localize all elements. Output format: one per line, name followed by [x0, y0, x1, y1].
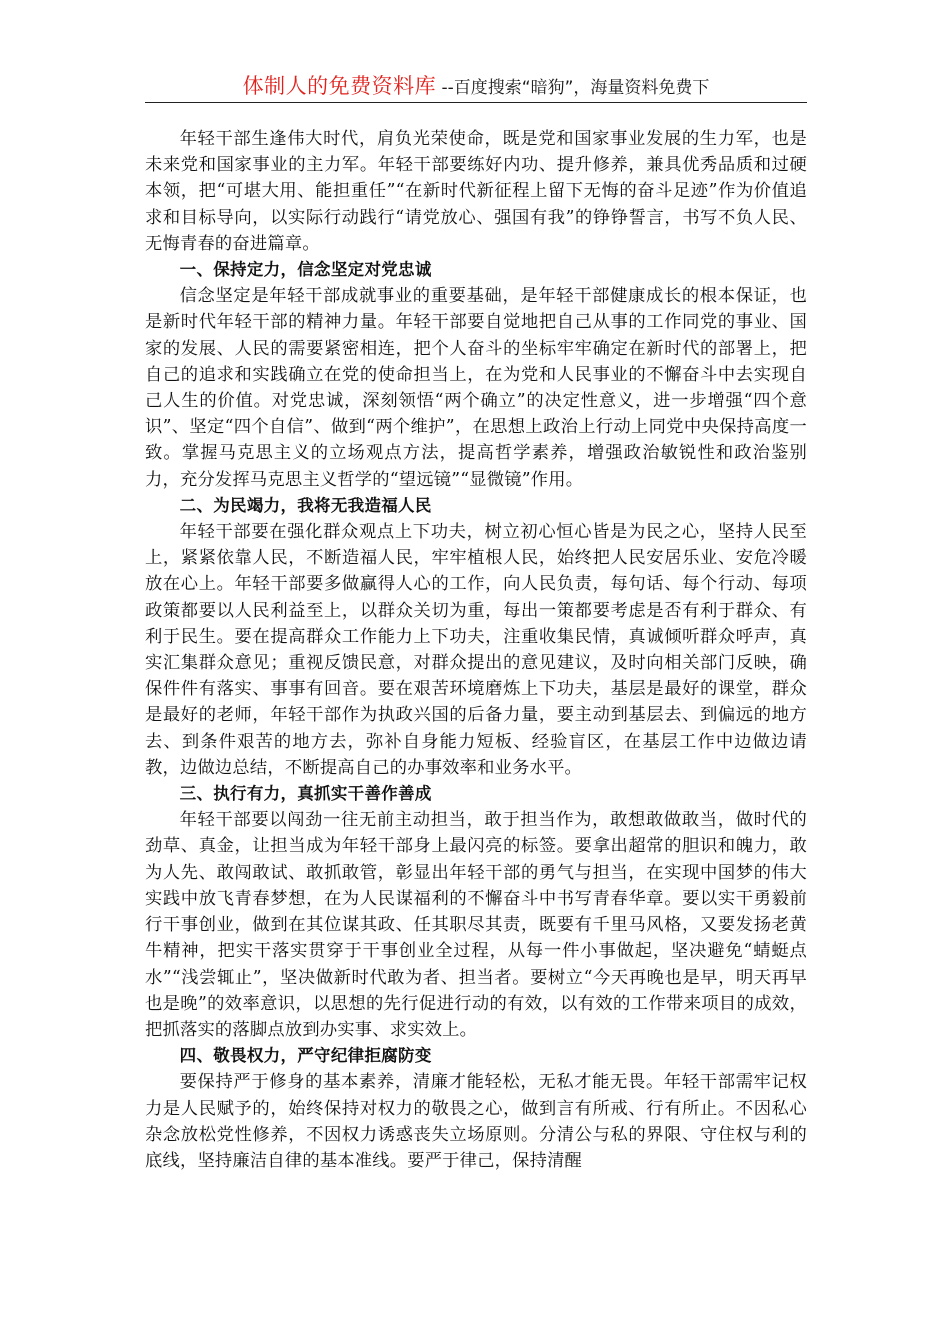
section-3-heading: 三、执行有力，真抓实干善作善成: [179, 784, 432, 804]
section-1-heading: 一、保持定力，信念坚定对党忠诚: [179, 260, 432, 280]
section-2-body: 年轻干部要在强化群众观点上下功夫，树立初心恒心皆是为民之心，坚持人民至上，紧紧依靠人民，不断造福人民，牢牢植根人民，始终把人民安居乐业、安危冷暖放在心上。年轻干部要多做赢得人心的工作，向人民负责，每句话、每个行动、每项政策都要以人民利益至上，以群众关切为重，每出一策都要考虑是否有利于群众、有利于民生。要在提高群众工作能力上下功夫，注重收集民情，真诚倾听群众呼声，真实汇集群众意见；重视反馈民意，对群众提出的意见建议，及时向相关部门反映，确保件件有落实、事事有回音。要在艰苦环境磨炼上下功夫，基层是最好的课堂，群众是最好的老师，年轻干部作为执政兴国的后备力量，要主动到基层去、到偏远的地方去、到条件艰苦的地方去，弥补自身能力短板、经验盲区，在基层工作中边做边请教，边做边总结，不断提高自己的办事效率和业务水平。: [145, 522, 807, 778]
section-1-body: 信念坚定是年轻干部成就事业的重要基础，是年轻干部健康成长的根本保证，也是新时代年轻干部的精神力量。年轻干部要自觉地把自己从事的工作同党的事业、国家的发展、人民的需要紧密相连，把个人奋斗的坐标牢牢确定在新时代的部署上，把自己的追求和实践确立在党的使命担当上，在为党和人民事业的不懈奋斗中去实现自己人生的价值。对党忠诚，深刻领悟“两个确立”的决定性意义，进一步增强“四个意识”、坚定“四个自信”、做到“两个维护”，在思想上政治上行动上同党中央保持高度一致。掌握马克思主义的立场观点方法，提高哲学素养，增强政治敏锐性和政治鉴别力，充分发挥马克思主义哲学的“望远镜”“显微镜”作用。: [145, 286, 807, 490]
section-3-body: 年轻干部要以闯劲一往无前主动担当，敢于担当作为，敢想敢做敢当，做时代的劲草、真金，让担当成为年轻干部身上最闪亮的标签。要拿出超常的胆识和魄力，敢为人先、敢闯敢试、敢抓敢管，彰显出年轻干部的勇气与担当，在实现中国梦的伟大实践中放飞青春梦想，在为人民谋福利的不懈奋斗中书写青春华章。要以实干勇毅前行干事创业，做到在其位谋其政、任其职尽其责，既要有千里马风格，又要发扬老黄牛精神，把实干落实贯穿于干事创业全过程，从每一件小事做起，坚决避免“蜻蜓点水”“浅尝辄止”，坚决做新时代敢为者、担当者。要树立“今天再晚也是早，明天再早也是晚”的效率意识，以思想的先行促进行动的有效，以有效的工作带来项目的成效，把抓落实的落脚点放到办实事、求实效上。: [145, 810, 807, 1040]
document-body: [145, 126, 807, 1174]
page-header: [145, 70, 807, 103]
section-4-body: 要保持严于修身的基本素养，清廉才能轻松，无私才能无畏。年轻干部需牢记权力是人民赋予的，始终保持对权力的敬畏之心，做到言有所戒、行有所止。不因私心杂念放松党性修养，不因权力诱惑丧失立场原则。分清公与私的界限、守住权与利的底线，坚持廉洁自律的基本准线。要严于律己，保持清醒: [145, 1072, 807, 1171]
header-brand: 体制人的免费资料库: [242, 74, 437, 98]
header-tagline: --百度搜索“暗狗”，海量资料免费下: [436, 78, 710, 98]
intro-paragraph: 年轻干部生逢伟大时代，肩负光荣使命，既是党和国家事业发展的生力军，也是未来党和国家事业的主力军。年轻干部要练好内功、提升修养，兼具优秀品质和过硬本领，把“可堪大用、能担重任”“在新时代新征程上留下无悔的奋斗足迹”作为价值追求和目标导向，以实际行动践行“请党放心、强国有我”的铮铮誓言，书写不负人民、无悔青春的奋进篇章。: [145, 129, 807, 254]
section-2-heading: 二、为民竭力，我将无我造福人民: [179, 495, 432, 515]
section-4-heading: 四、敬畏权力，严守纪律拒腐防变: [179, 1046, 432, 1066]
